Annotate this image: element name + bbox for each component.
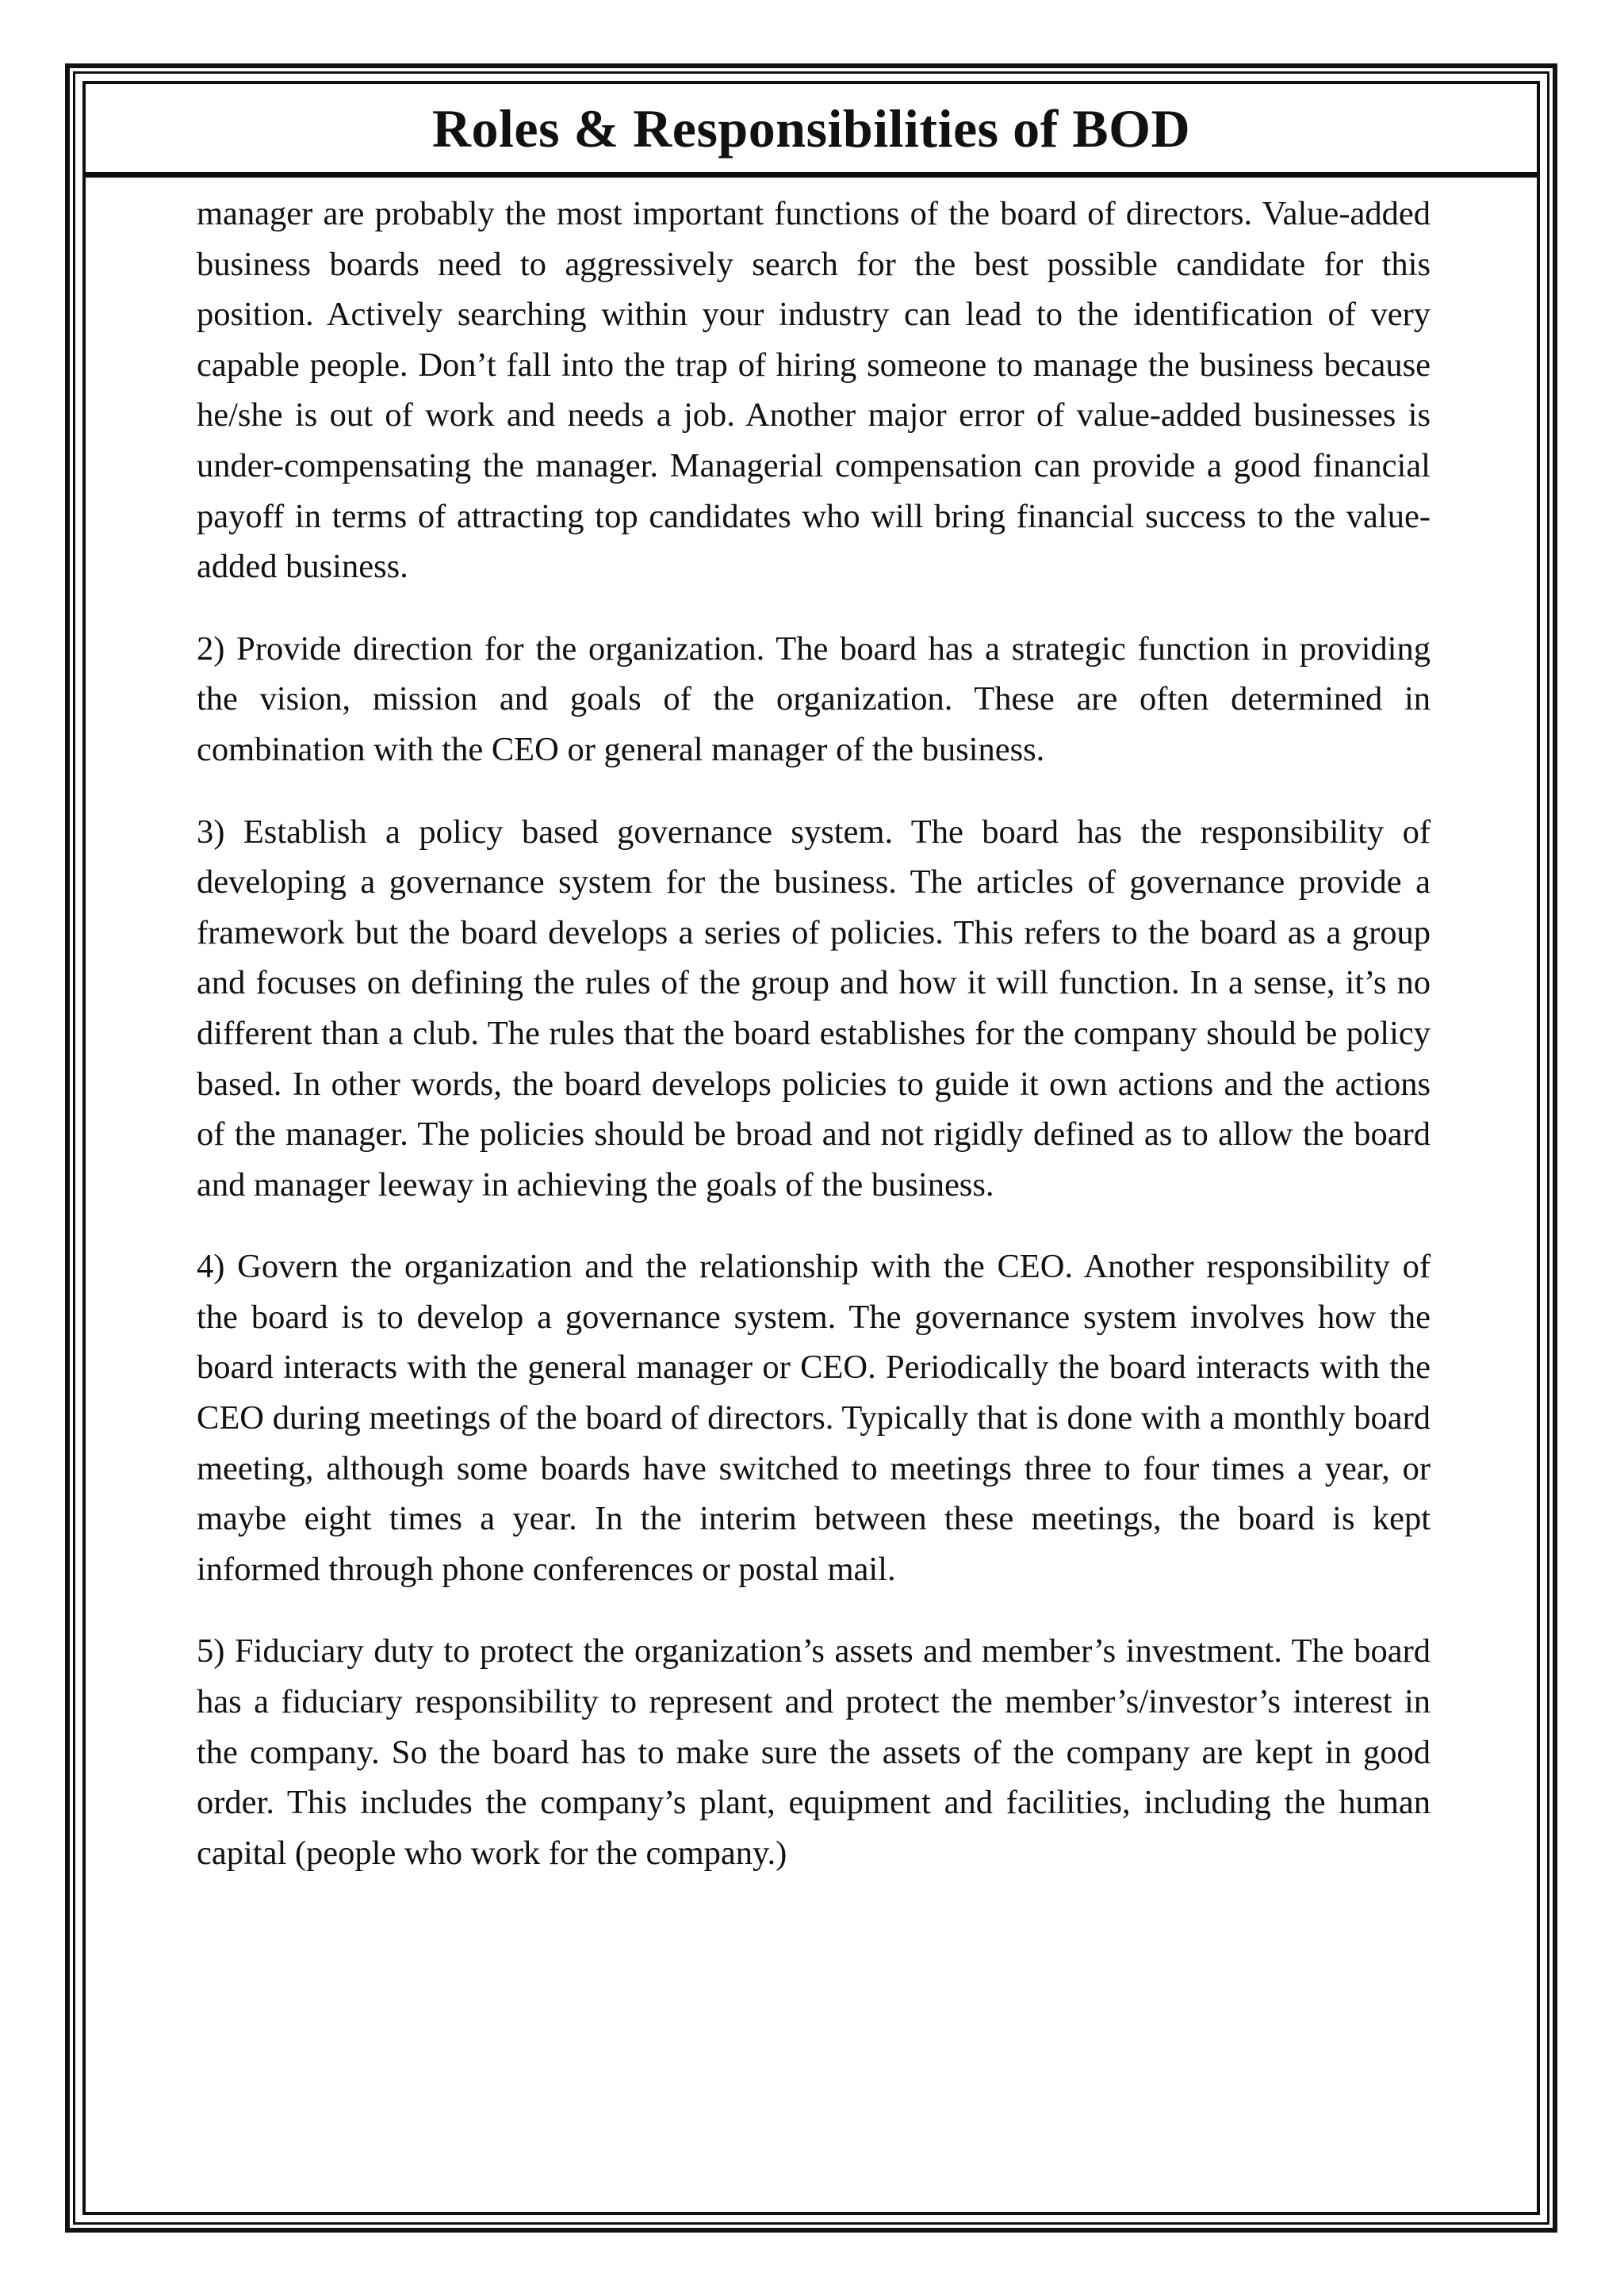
title-banner — [82, 81, 1540, 178]
page-title: Roles & Responsibilities of BOD — [431, 98, 1191, 159]
paragraph-provide-direction: 2) Provide direction for the organization. The board has a strategic function in providing the vision, mission and goals of the organization. These are often determined in combination with the CEO or general manager of the business. — [197, 629, 1431, 768]
paragraph-policy-governance: 3) Establish a policy based governance system. The board has the responsibility of developing a governance system for the business. The articles of governance provide a framework but the board develops a series of policies. This refers to the board as a group and focuses on defining the rules of the group and how it will function. In a sense, it’s no different than a club. The rules that the board establishes for the company should be policy based. In other words, the board develops policies to guide it own actions and the actions of the manager. The policies should be broad and not rigidly defined as to allow the board and manager leeway in achieving the goals of the business. — [197, 813, 1431, 1203]
paragraph-govern-ceo-relationship: 4) Govern the organization and the relationship with the CEO. Another responsibility of the board is to develop a governance system. The governance system involves how the board interacts with the general manager or CEO. Periodically the board interacts with the CEO during meetings of the board of directors. Typically that is done with a monthly board meeting, although some boards have switched to meetings three to four times a year, or maybe eight times a year. In the interim between these meetings, the board is kept informed through phone conferences or postal mail. — [197, 1248, 1431, 1588]
body-text — [197, 189, 1431, 1910]
paragraph-manager-hiring: manager are probably the most important functions of the board of directors. Value-added business boards need to aggressively search for the best possible candidate for this position. Actively searching within your industry can lead to the identification of very capable people. Don’t fall into the trap of hiring someone to manage the business because he/she is out of work and needs a job. Another major error of value-added businesses is under-compensating the manager. Managerial compensation can provide a good financial payoff in terms of attracting top candidates who will bring financial success to the value-added business. — [197, 195, 1431, 586]
paragraph-fiduciary-duty: 5) Fiduciary duty to protect the organization’s assets and member’s investment. The board has a fiduciary responsibility to represent and protect the member’s/investor’s interest in the company. So the board has to make sure the assets of the company are kept in good order. This includes the company’s plant, equipment and facilities, including the human capital (people who work for the company.) — [197, 1632, 1431, 1872]
